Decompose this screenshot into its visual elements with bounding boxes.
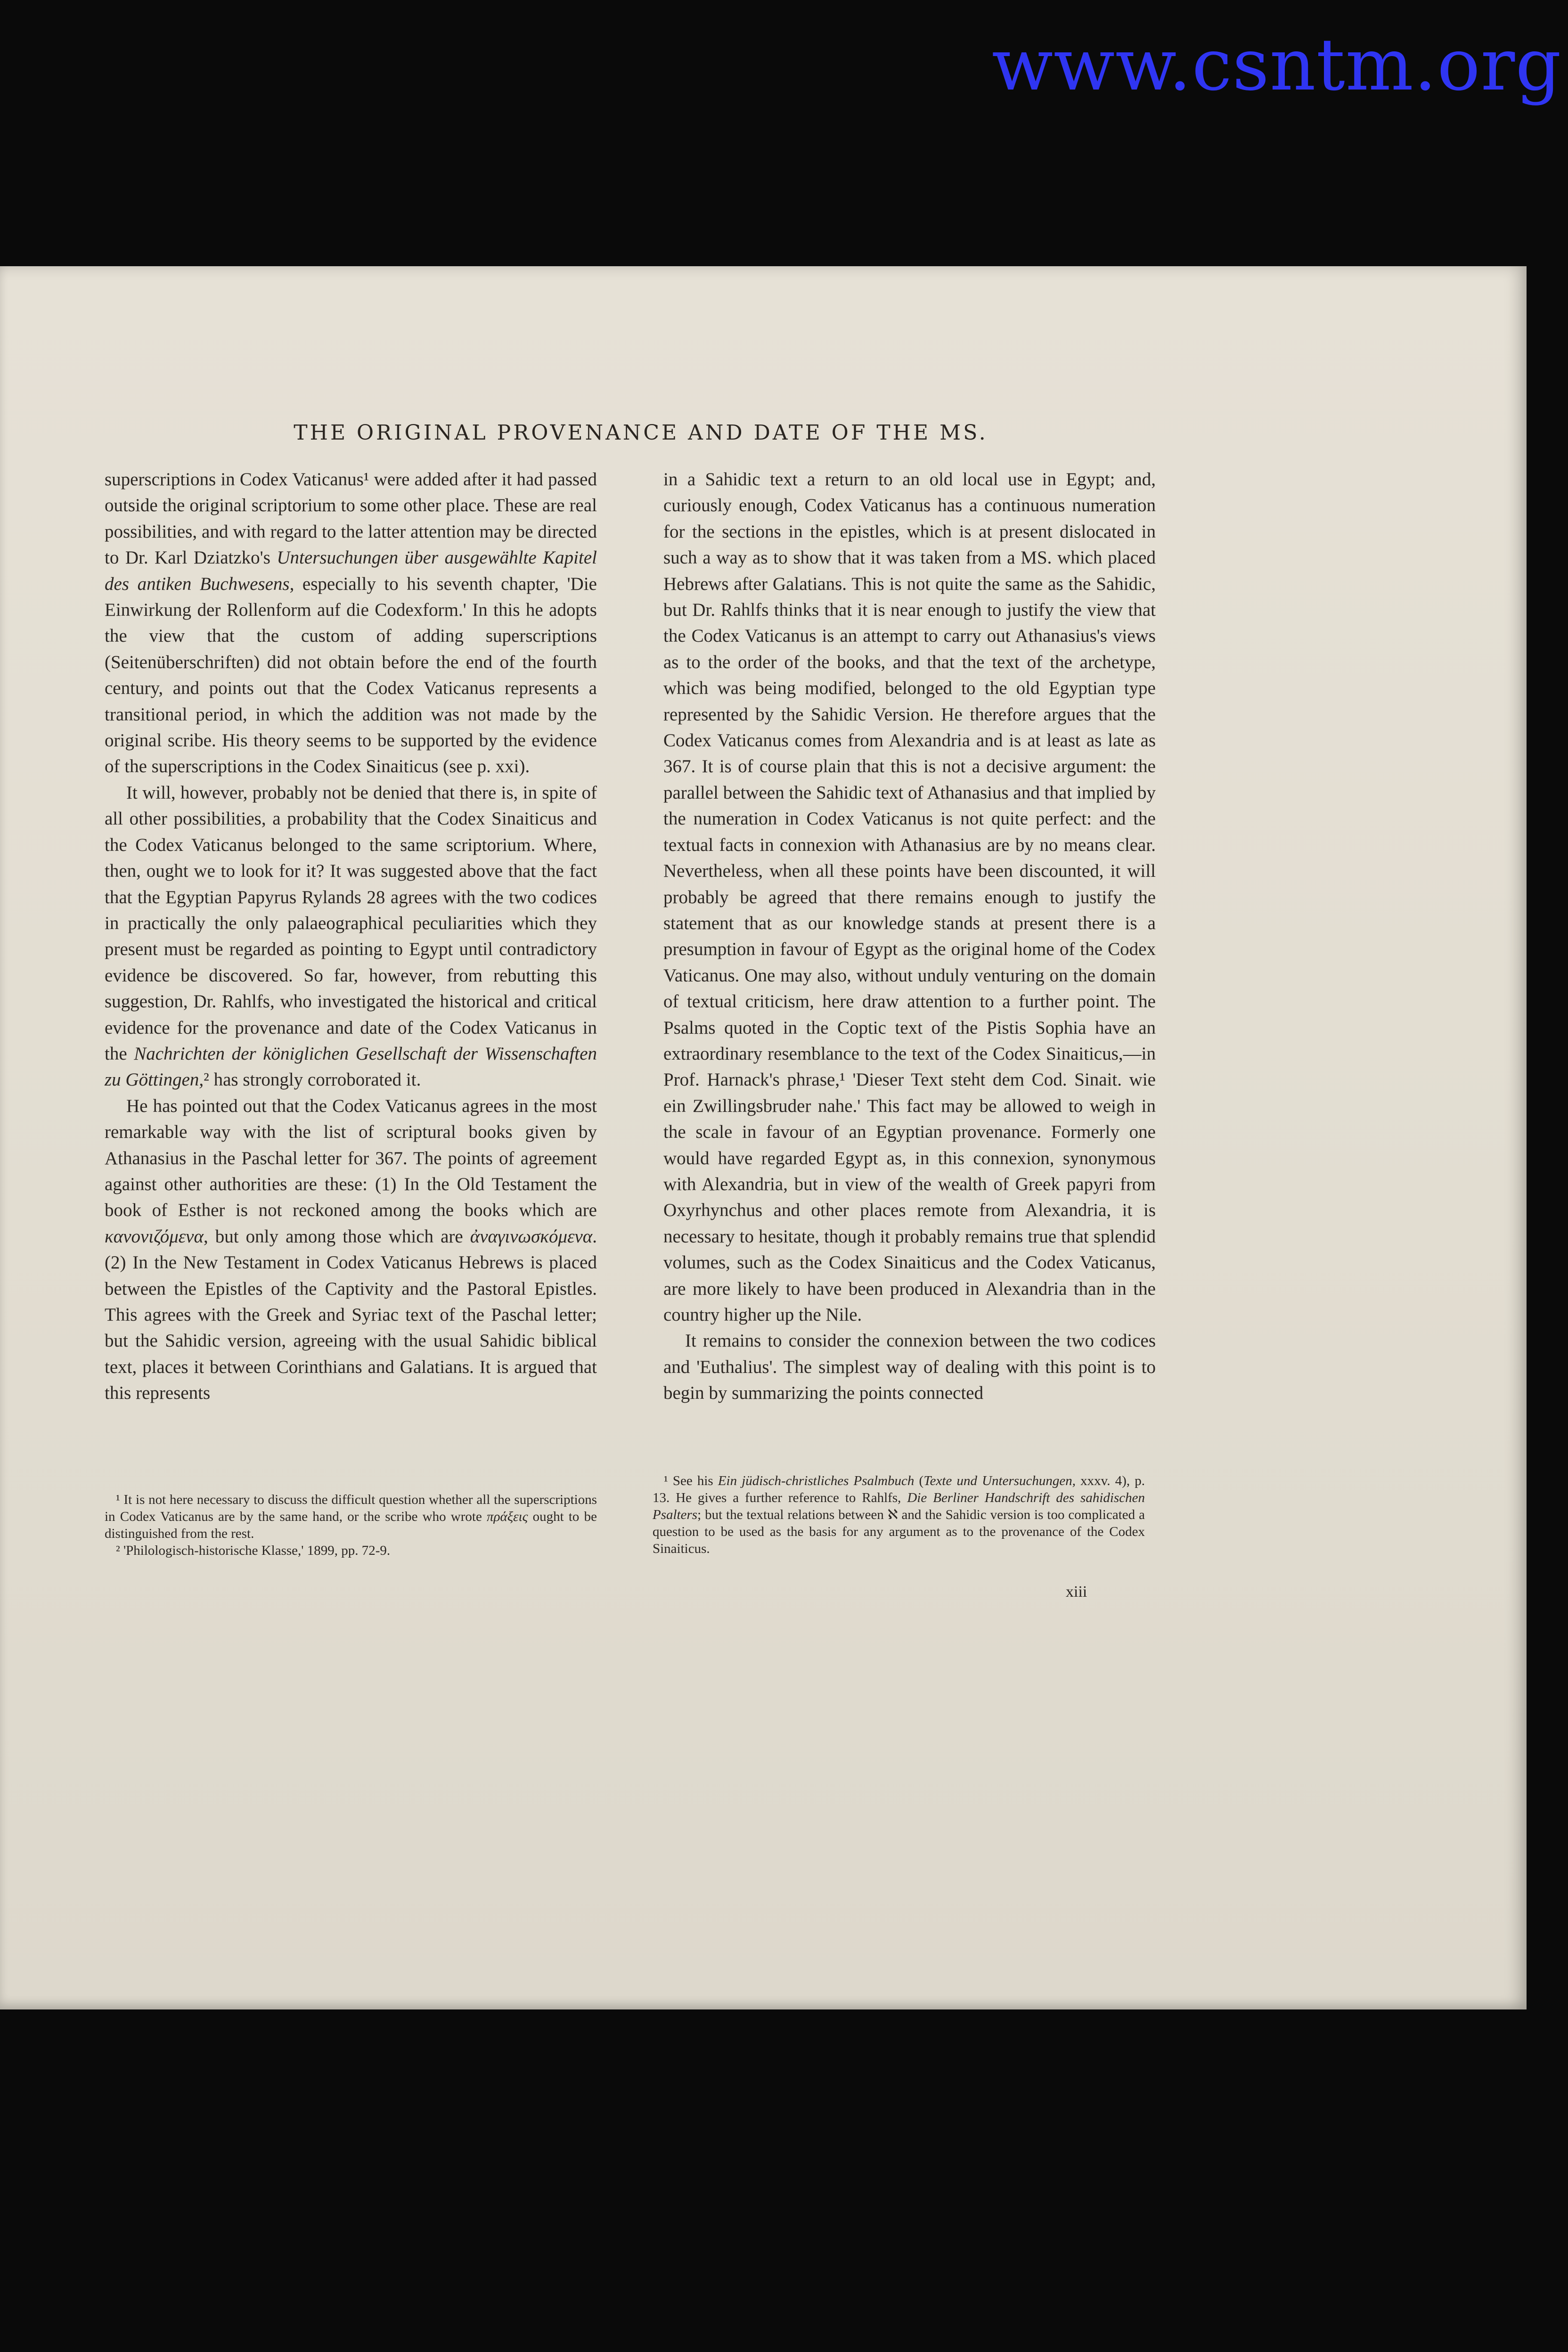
text-run: , but only among those which are <box>203 1226 470 1247</box>
right-paragraph-1: in a Sahidic text a return to an old local use in Egypt; and, curiously enough, Codex Vaticanus has a continuous numeration for the sections in the epistles, which is at present dislocated in such a way as to show that it was taken from a MS. which placed Hebrews after Galatians. This is not quite the same as the Sahidic, but Dr. Rahlfs thinks that it is near enough to justify the view that the Codex Vaticanus is an attempt to carry out Athanasius's views as to the order of the books, and that the text of the archetype, which was being modified, belonged to the old Egyptian type represented by the Sahidic Version. He therefore argues that the Codex Vaticanus comes from Alexandria and is at least as late as 367. It is of course plain that this is not a decisive argument: the parallel between the Sahidic text of Athanasius and that implied by the numeration in Codex Vaticanus is not quite perfect: and the textual facts in connexion with Athanasius are by no means clear. Nevertheless, when all these points have been discounted, it will probably be agreed that there remains enough to justify the statement that as our knowledge stands at present there is a presumption in favour of Egypt as the original home of the Codex Vaticanus. One may also, without unduly venturing on the domain of textual criticism, here draw attention to a further point. The Psalms quoted in the Coptic text of the Pistis Sophia have an extraordinary resemblance to the text of the Codex Sinaiticus,—in Prof. Harnack's phrase,¹ 'Dieser Text steht dem Cod. Sinait. wie ein Zwillingsbruder nahe.' This fact may be allowed to weigh in the scale in favour of an Egyptian provenance. Formerly one would have regarded Egypt as, in this connexion, synonymous with Alexandria, but in view of the wealth of Greek papyri from Oxyrhynchus and other places remote from Alexandria, it is necessary to hesitate, though it probably remains true that splendid volumes, such as the Codex Sinaiticus and the Codex Vaticanus, are more likely to have been produced in Alexandria than in the country higher up the Nile. <box>663 469 1156 1325</box>
text-run: ; but the textual relations between ℵ and the Sahidic version is too complicated a question to be used as the basis for any argument as to the provenance of the Codex Sinaiticus. <box>653 1507 1145 1556</box>
left-column <box>105 466 597 1406</box>
text-run: especially to his seventh chapter, 'Die Einwirkung der Rollenform auf die Codexform.' In this he adopts the view that the custom of adding superscriptions (Seitenüberschriften) did not obtain before the end of the fourth century, and points out that the Codex Vaticanus represents a transitional period, in which the addition was not made by the original scribe. His theory seems to be supported by the evidence of the superscriptions in the Codex Sinaiticus (see p. xxi). <box>105 573 597 777</box>
italic-title: Nachrichten der königlichen Gesellschaft der Wissenschaften zu Göttingen, <box>105 1043 597 1090</box>
right-footnotes <box>653 1472 1145 1557</box>
italic-title: Texte und Untersuchungen, <box>923 1473 1076 1488</box>
greek-term: ἀναγινωσκόμενα <box>470 1226 593 1247</box>
left-paragraph-2 <box>105 780 597 1093</box>
italic-title: Untersuchungen über ausgewählte Kapitel des antiken Buchwesens, <box>105 547 597 594</box>
greek-term: κανονιζόμενα <box>105 1226 204 1247</box>
left-paragraph-3 <box>105 1093 597 1406</box>
text-run: ¹ It is not here necessary to discuss the difficult question whether all the superscriptions in Codex Vaticanus are by the same hand, or the scribe who wrote <box>105 1492 597 1524</box>
footnote-1-right <box>653 1472 1145 1557</box>
text-run: He has pointed out that the Codex Vaticanus agrees in the most remarkable way with the list of scriptural books given by Athanasius in the Paschal letter for 367. The points of agreement against other authorities are these: (1) In the Old Testament the book of Esther is not reckoned among the books which are <box>105 1095 597 1221</box>
text-run: xxxv. 4), p. 13. He gives a further reference to Rahlfs, <box>653 1473 1145 1505</box>
footnote-2: ² 'Philologisch-historische Klasse,' 1899, pp. 72-9. <box>116 1543 391 1558</box>
text-run: ¹ See his <box>664 1473 718 1488</box>
right-column <box>663 466 1156 1406</box>
footnote-1 <box>105 1491 597 1542</box>
text-run: . (2) In the New Testament in Codex Vaticanus Hebrews is placed between the Epistles of the Captivity and the Pastoral Epistles. This agrees with the Greek and Syriac text of the Paschal letter; but the Sahidic version, agreeing with the usual Sahidic biblical text, places it between Corinthians and Galatians. It is argued that this represents <box>105 1226 597 1404</box>
text-run: superscriptions in Codex Vaticanus¹ were added after it had passed outside the original scriptorium to some other place. These are real possibilities, and with regard to the latter attention may be directed to Dr. Karl Dziatzko's <box>105 469 597 568</box>
left-paragraph-1 <box>105 466 597 780</box>
running-head: THE ORIGINAL PROVENANCE AND DATE OF THE MS. <box>294 421 988 445</box>
right-paragraph-2: It remains to consider the connexion between the two codices and 'Euthalius'. The simplest way of dealing with this point is to begin by summarizing the points connected <box>663 1331 1156 1404</box>
text-run: ² has strongly corroborated it. <box>204 1070 421 1090</box>
italic-title: Die Berliner Handschrift des sahidischen Psalters <box>653 1490 1145 1522</box>
text-run: ( <box>914 1473 924 1488</box>
page-number: xiii <box>1066 1583 1087 1601</box>
book-page <box>0 266 1527 2009</box>
text-run: It will, however, probably not be denied that there is, in spite of all other possibilities, a probability that the Codex Sinaiticus and the Codex Vaticanus belonged to the same scriptorium. Where, then, ought we to look for it? It was suggested above that the fact that the Egyptian Papyrus Rylands 28 agrees with the two codices in practically the only palaeographical peculiarities which they present must be regarded as pointing to Egypt until contradictory evidence be discovered. So far, however, from rebutting this suggestion, Dr. Rahlfs, who investigated the historical and critical evidence for the provenance and date of the Codex Vaticanus in the <box>105 782 597 1064</box>
text-run: ought to be distinguished from the rest. <box>105 1509 597 1541</box>
watermark-text: www.csntm.org <box>992 23 1562 106</box>
left-footnotes <box>105 1491 597 1559</box>
italic-title: Ein jüdisch-christliches Psalmbuch <box>718 1473 915 1488</box>
greek-term: πράξεις <box>487 1509 528 1524</box>
